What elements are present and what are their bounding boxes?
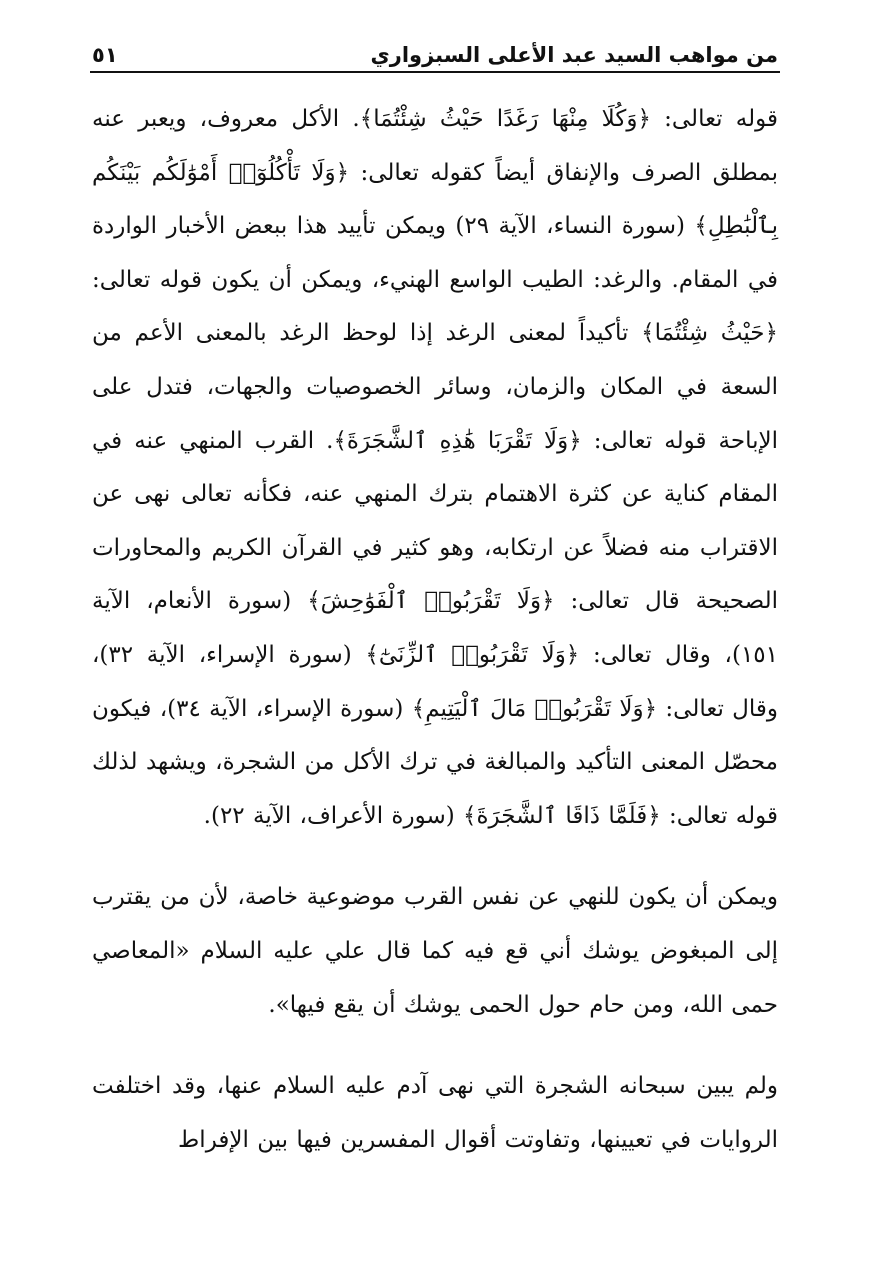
running-title: من مواهب السيد عبد الأعلى السبزواري: [370, 43, 778, 67]
paragraph-1: قوله تعالى: ﴿وَكُلَا مِنْهَا رَغَدًا حَيْثُ شِئْتُمَا﴾. الأكل معروف، ويعبر عنه بمطلق الصرف والإنفاق أيضاً كقوله تعالى: ﴿وَلَا تَأْكُلُوٓا۟ أَمْوَٰلَكُم بَيْنَكُم بِٱلْبَٰطِلِ﴾ (سورة النساء، الآية ٢٩) ويمكن تأييد هذا ببعض الأخبار الواردة في المقام. والرغد: الطيب الواسع الهنيء، ويمكن أن يكون قوله تعالى: ﴿حَيْثُ شِئْتُمَا﴾ تأكيداً لمعنى الرغد إذا لوحظ الرغد بالمعنى الأعم من السعة في المكان والزمان، وسائر الخصوصيات والجهات، فتدل على الإباحة قوله تعالى: ﴿وَلَا تَقْرَبَا هَٰذِهِ ٱلشَّجَرَةَ﴾. القرب المنهي عنه في المقام كناية عن كثرة الاهتمام بترك المنهي عنه، فكأنه تعالى نهى عن الاقتراب منه فضلاً عن ارتكابه، وهو كثير في القرآن الكريم والمحاورات الصحيحة قال تعالى: ﴿وَلَا تَقْرَبُوا۟ ٱلْفَوَٰحِشَ﴾ (سورة الأنعام، الآية ١٥١)، وقال تعالى: ﴿وَلَا تَقْرَبُوا۟ ٱلزِّنَىٰٓ﴾ (سورة الإسراء، الآية ٣٢)، وقال تعالى: ﴿وَلَا تَقْرَبُوا۟ مَالَ ٱلْيَتِيمِ﴾ (سورة الإسراء، الآية ٣٤)، فيكون محصّل المعنى التأكيد والمبالغة في ترك الأكل من الشجرة، ويشهد لذلك قوله تعالى: ﴿فَلَمَّا ذَاقَا ٱلشَّجَرَةَ﴾ (سورة الأعراف، الآية ٢٢).: [92, 106, 778, 829]
body-text: [92, 93, 778, 1167]
paragraph-2: ويمكن أن يكون للنهي عن نفس القرب موضوعية خاصة، لأن من يقترب إلى المبغوض يوشك أني قع فيه كما قال علي عليه السلام «المعاصي حمى الله، ومن حام حول الحمى يوشك أن يقع فيها».: [92, 884, 778, 1018]
paragraph-3: ولم يبين سبحانه الشجرة التي نهى آدم عليه السلام عنها، وقد اختلفت الروايات في تعيينها، وتفاوتت أقوال المفسرين فيها بين الإفراط: [92, 1073, 778, 1153]
page-number: ٥١: [92, 43, 118, 67]
header-rule: [90, 71, 780, 73]
page-header: [92, 30, 778, 70]
